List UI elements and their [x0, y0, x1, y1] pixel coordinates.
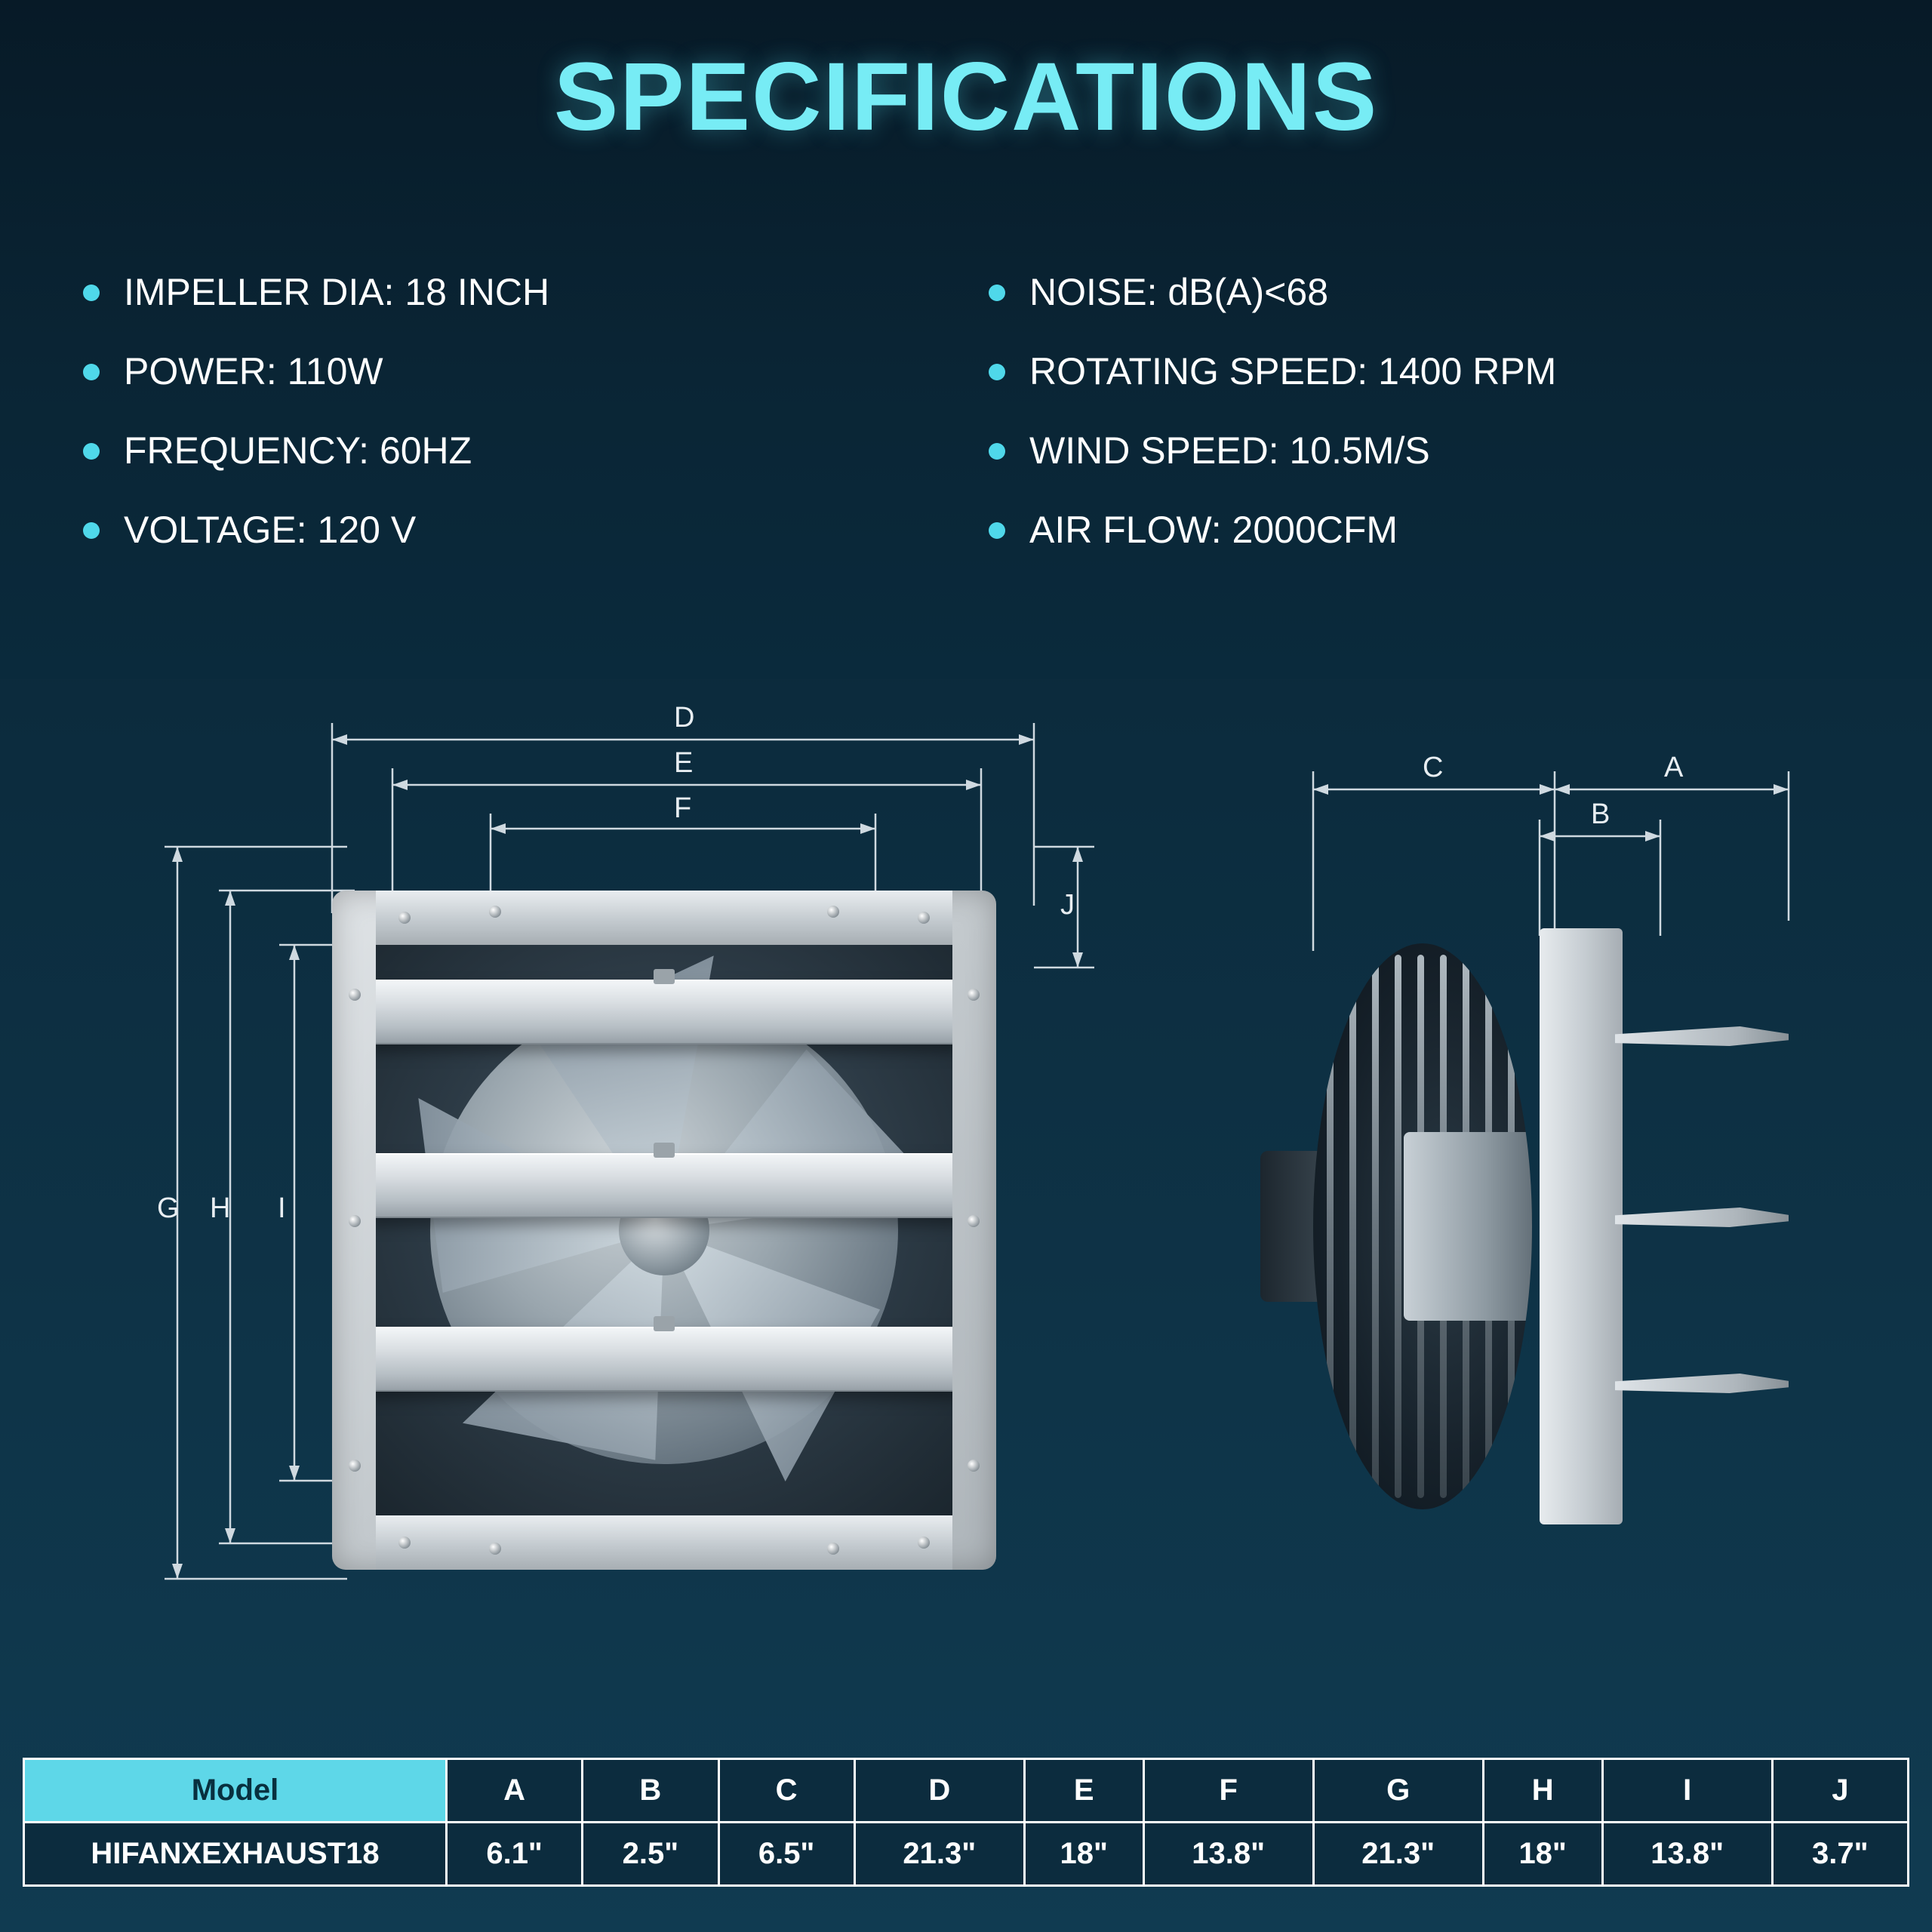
grill-bar — [1395, 955, 1401, 1498]
louver-frame — [332, 891, 996, 1570]
screw-icon — [398, 1537, 411, 1549]
screw-icon — [918, 912, 930, 924]
spec-column-left — [83, 272, 943, 589]
dimension-label-e: E — [674, 747, 694, 779]
cell-b: 2.5" — [583, 1823, 718, 1886]
table-header-row — [24, 1759, 1909, 1823]
screw-icon — [398, 912, 411, 924]
cell-i: 13.8" — [1602, 1823, 1772, 1886]
spec-item — [83, 430, 943, 472]
dimension-label-h: H — [210, 1192, 231, 1224]
table-header-d: D — [854, 1759, 1024, 1823]
table-header-h: H — [1483, 1759, 1602, 1823]
spec-text: ROTATING SPEED: 1400 RPM — [1029, 350, 1557, 392]
screw-icon — [349, 989, 361, 1001]
bullet-icon — [83, 285, 100, 301]
table-header-f: F — [1143, 1759, 1313, 1823]
cell-model: HIFANXEXHAUST18 — [24, 1823, 447, 1886]
dimension-label-a: A — [1664, 752, 1684, 783]
cell-f: 13.8" — [1143, 1823, 1313, 1886]
mount-strip-bottom — [376, 1515, 952, 1570]
cell-h: 18" — [1483, 1823, 1602, 1886]
spec-text: NOISE: dB(A)<68 — [1029, 271, 1328, 313]
spec-columns — [83, 272, 1857, 589]
grill-bar — [1349, 955, 1356, 1498]
grill-bar — [1372, 955, 1379, 1498]
dimension-label-g: G — [157, 1192, 180, 1224]
fan-hub — [1404, 1132, 1532, 1321]
specifications-header-band — [0, 0, 1932, 679]
dimensions-table — [23, 1758, 1909, 1887]
dimension-label-c: C — [1423, 752, 1444, 783]
spec-text: AIR FLOW: 2000CFM — [1029, 509, 1398, 551]
fan-grill — [1313, 943, 1532, 1509]
screw-icon — [827, 906, 839, 918]
spec-item — [83, 272, 943, 313]
spec-text: IMPELLER DIA: 18 INCH — [124, 271, 550, 313]
slat-clip-icon — [654, 969, 675, 984]
table-header-c: C — [718, 1759, 854, 1823]
screw-icon — [968, 1215, 980, 1227]
screw-icon — [349, 1460, 361, 1472]
spec-item — [989, 272, 1849, 313]
mounting-plate — [1540, 928, 1623, 1524]
table-header-g: G — [1313, 1759, 1483, 1823]
bullet-icon — [989, 522, 1005, 539]
table-row — [24, 1823, 1909, 1886]
fan-front-view — [332, 891, 996, 1570]
fan-side-view — [1313, 928, 1781, 1524]
table-header-a: A — [447, 1759, 583, 1823]
spec-item — [83, 509, 943, 551]
table-header-i: I — [1602, 1759, 1772, 1823]
louver-inner — [376, 945, 952, 1515]
spec-text: FREQUENCY: 60HZ — [124, 429, 472, 472]
bullet-icon — [83, 364, 100, 380]
louver-slat-side — [1615, 1374, 1789, 1393]
fan-blade-disc — [430, 996, 898, 1464]
spec-text: WIND SPEED: 10.5M/S — [1029, 429, 1430, 472]
spec-item — [83, 351, 943, 392]
spec-text: VOLTAGE: 120 V — [124, 509, 417, 551]
screw-icon — [918, 1537, 930, 1549]
spec-item — [989, 430, 1849, 472]
cell-g: 21.3" — [1313, 1823, 1483, 1886]
bullet-icon — [989, 364, 1005, 380]
table-header-j: J — [1772, 1759, 1908, 1823]
cell-e: 18" — [1024, 1823, 1143, 1886]
spec-item — [989, 351, 1849, 392]
screw-icon — [968, 1460, 980, 1472]
bullet-icon — [989, 285, 1005, 301]
screw-icon — [827, 1543, 839, 1555]
spec-text: POWER: 110W — [124, 350, 383, 392]
spec-column-right — [989, 272, 1849, 589]
louver-slat — [376, 1153, 952, 1218]
dimension-label-d: D — [674, 702, 695, 734]
louver-slat — [376, 980, 952, 1044]
dimension-label-f: F — [674, 792, 692, 824]
dimension-diagram — [0, 679, 1932, 1736]
dimension-label-j: J — [1060, 889, 1075, 921]
screw-icon — [968, 989, 980, 1001]
dimension-label-b: B — [1591, 798, 1611, 830]
bullet-icon — [83, 443, 100, 460]
spec-item — [989, 509, 1849, 551]
cell-a: 6.1" — [447, 1823, 583, 1886]
bullet-icon — [989, 443, 1005, 460]
cell-d: 21.3" — [854, 1823, 1024, 1886]
screw-icon — [349, 1215, 361, 1227]
screw-icon — [489, 906, 501, 918]
louver-slat — [376, 1327, 952, 1392]
slat-clip-icon — [654, 1316, 675, 1331]
grill-bar — [1327, 955, 1334, 1498]
table-header-model: Model — [24, 1759, 447, 1823]
mount-strip-top — [376, 891, 952, 945]
table-header-b: B — [583, 1759, 718, 1823]
cell-j: 3.7" — [1772, 1823, 1908, 1886]
louver-slat-side — [1615, 1026, 1789, 1046]
bullet-icon — [83, 522, 100, 539]
louver-slat-side — [1615, 1208, 1789, 1227]
page-title: SPECIFICATIONS — [553, 43, 1379, 151]
table-header-e: E — [1024, 1759, 1143, 1823]
cell-c: 6.5" — [718, 1823, 854, 1886]
dimension-label-i: I — [278, 1192, 286, 1224]
screw-icon — [489, 1543, 501, 1555]
slat-clip-icon — [654, 1143, 675, 1158]
